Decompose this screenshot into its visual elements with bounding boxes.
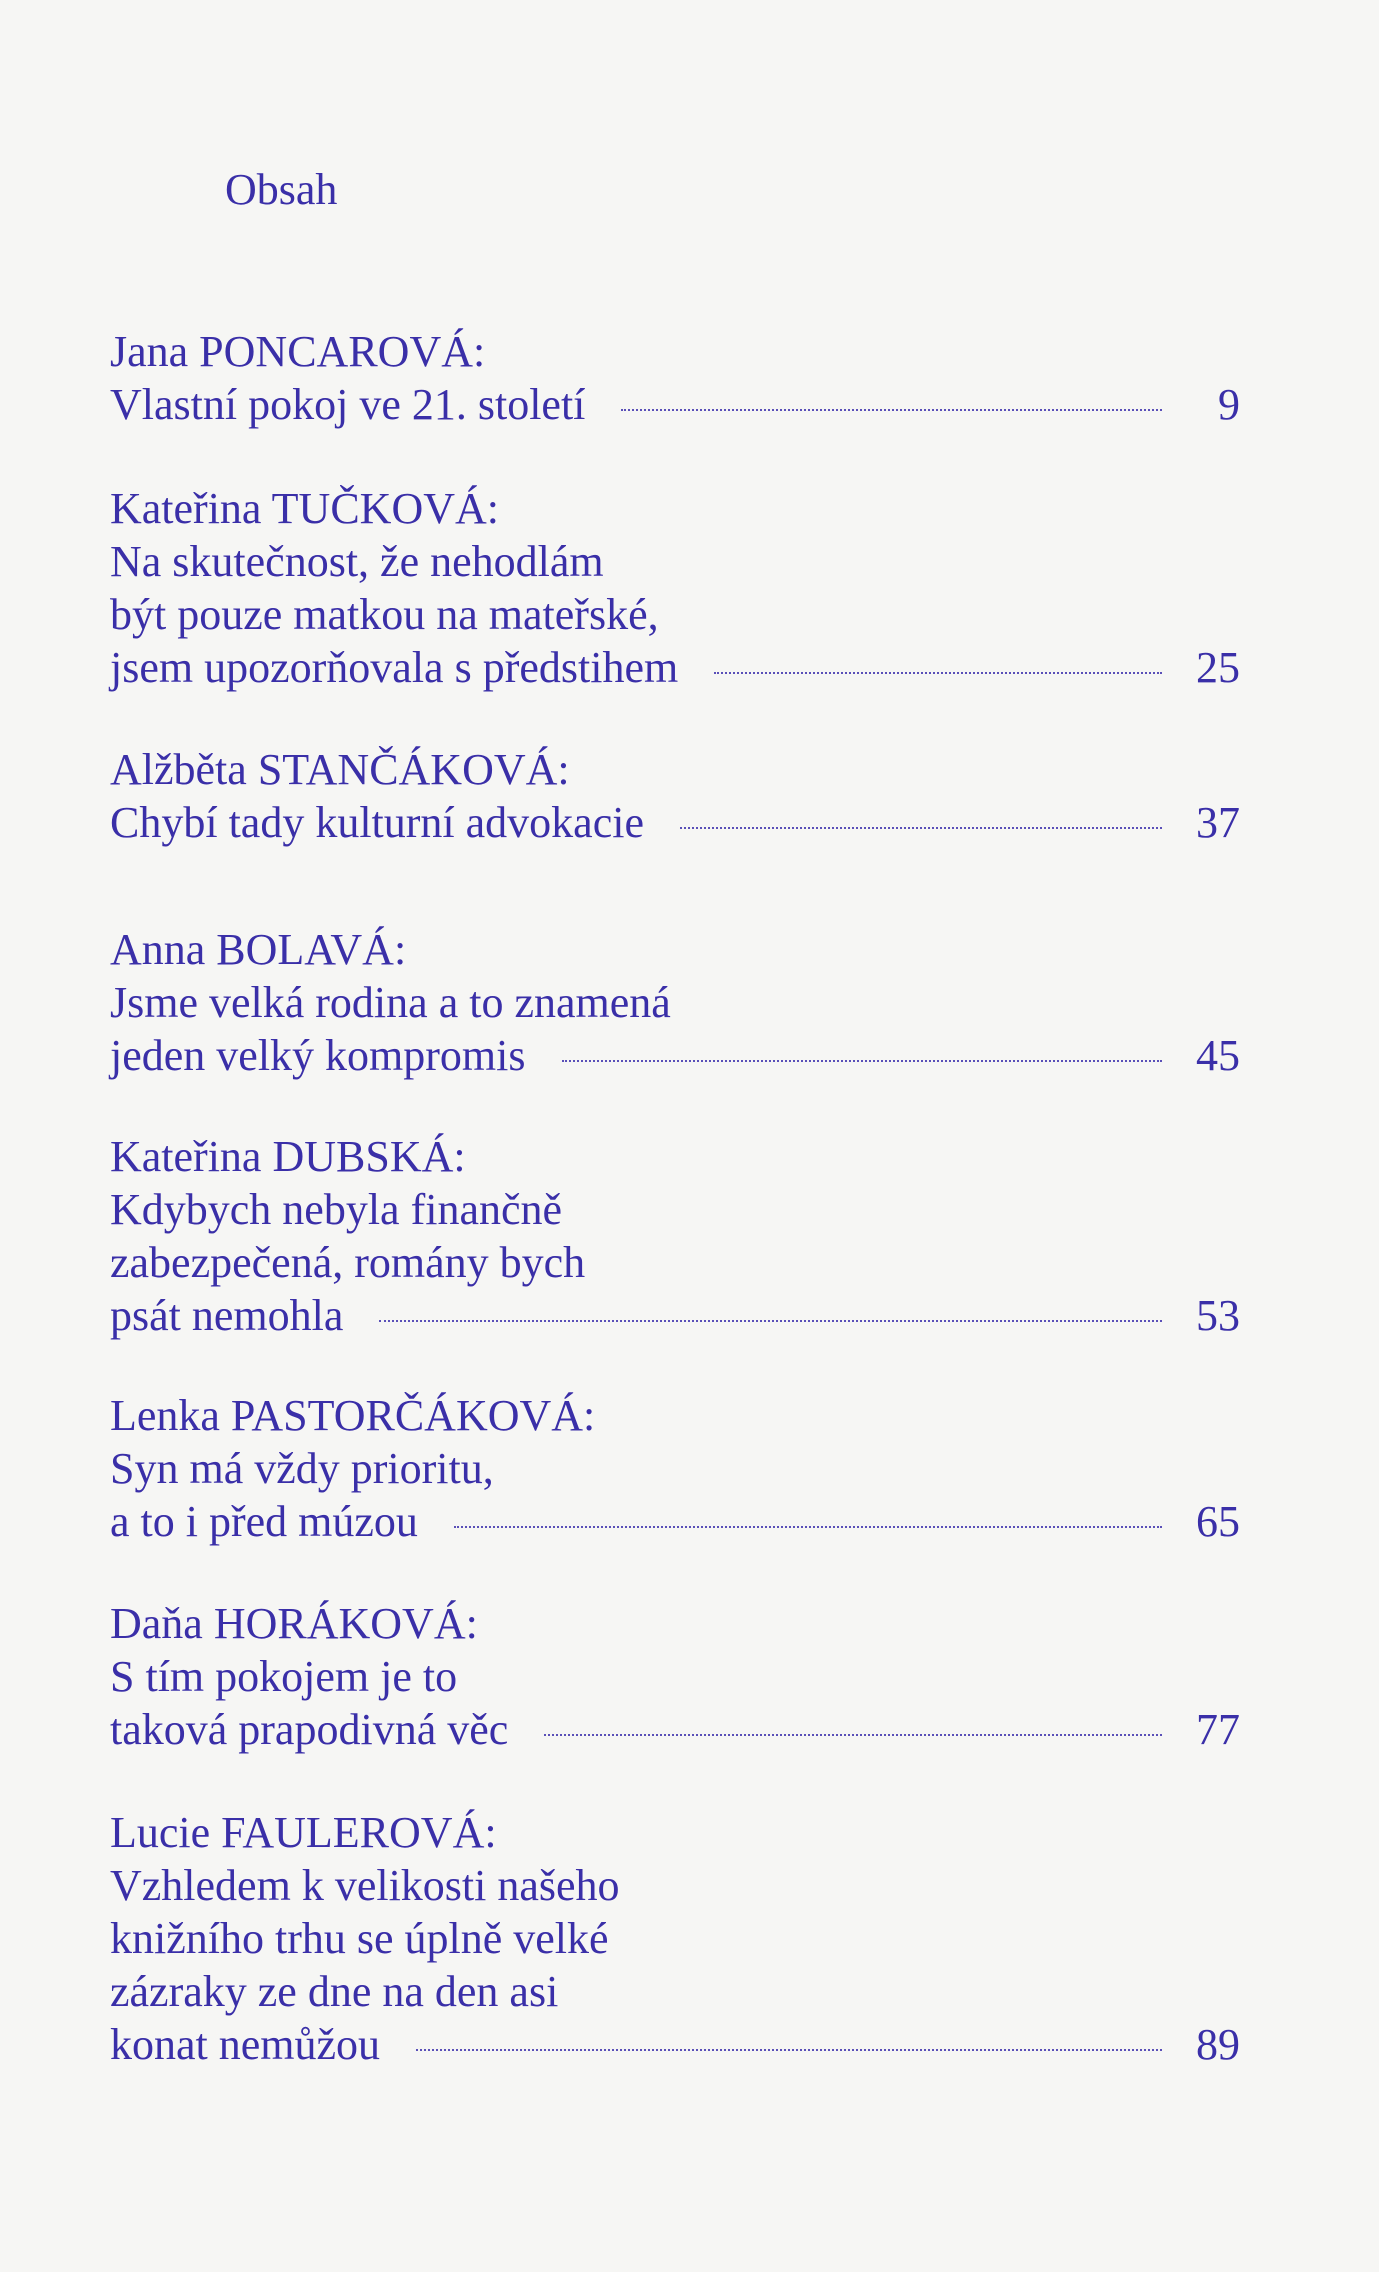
- dot-leader: [416, 2049, 1162, 2051]
- dot-leader: [680, 827, 1162, 829]
- toc-entry-title-text: Jsme velká rodina a to znamená: [110, 978, 671, 1027]
- toc-entry-title-line: [110, 378, 1240, 431]
- toc-entry-title-text: být pouze matkou na mateřské,: [110, 590, 659, 639]
- toc-entry[interactable]: [110, 743, 1240, 849]
- toc-entry-title-text: zázraky ze dne na den asi: [110, 1967, 559, 2016]
- toc-entry-title-line: [110, 535, 1240, 588]
- toc-entry-title-line: [110, 976, 1240, 1029]
- dot-leader: [621, 409, 1162, 411]
- toc-entry-title-text: jsem upozorňovala s předstihem: [110, 643, 679, 692]
- toc-entry-title-text: psát nemohla: [110, 1291, 344, 1340]
- toc-entry-title-line: [110, 1029, 1240, 1082]
- toc-entry-page-number[interactable]: 53: [1196, 1291, 1240, 1340]
- toc-entry-title-text: jeden velký kompromis: [110, 1031, 526, 1080]
- toc-entry-author: Kateřina TUČKOVÁ:: [110, 484, 499, 533]
- toc-entry-title-line: [110, 1289, 1240, 1342]
- toc-entry-author: Kateřina DUBSKÁ:: [110, 1132, 466, 1181]
- toc-entry-title-text: Kdybych nebyla finančně: [110, 1185, 563, 1234]
- toc-entry[interactable]: [110, 325, 1240, 431]
- toc-entry-title-text: zabezpečená, romány bych: [110, 1238, 586, 1287]
- toc-entry[interactable]: [110, 1389, 1240, 1548]
- toc-entry[interactable]: [110, 923, 1240, 1082]
- toc-entry[interactable]: [110, 1597, 1240, 1756]
- toc-entry-title-text: Chybí tady kulturní advokacie: [110, 798, 644, 847]
- toc-entry[interactable]: [110, 1806, 1240, 2071]
- toc-entry-title-line: [110, 1236, 1240, 1289]
- toc-entry-title-line: [110, 2018, 1240, 2071]
- toc-entry-title-text: taková prapodivná věc: [110, 1705, 509, 1754]
- dot-leader: [714, 672, 1162, 674]
- toc-entry-page-number[interactable]: 25: [1196, 643, 1240, 692]
- toc-entry-title-line: [110, 1912, 1240, 1965]
- toc-heading: Obsah: [225, 165, 338, 214]
- toc-entry-author: Lucie FAULEROVÁ:: [110, 1808, 497, 1857]
- dot-leader: [454, 1526, 1162, 1528]
- toc-entry-title-text: S tím pokojem je to: [110, 1652, 458, 1701]
- dot-leader: [562, 1060, 1163, 1062]
- toc-entry-title-text: Vzhledem k velikosti našeho: [110, 1861, 620, 1910]
- toc-entry-author: Alžběta STANČÁKOVÁ:: [110, 745, 570, 794]
- toc-entry-title-line: [110, 1183, 1240, 1236]
- dot-leader: [379, 1320, 1162, 1322]
- toc-entry-page-number[interactable]: 65: [1196, 1497, 1240, 1546]
- toc-entry-author: Daňa HORÁKOVÁ:: [110, 1599, 478, 1648]
- toc-entry-page-number[interactable]: 37: [1196, 798, 1240, 847]
- toc-entry-author: Anna BOLAVÁ:: [110, 925, 407, 974]
- toc-entry-page-number[interactable]: 9: [1218, 380, 1240, 429]
- toc-entry-title-line: [110, 1859, 1240, 1912]
- toc-entry[interactable]: [110, 1130, 1240, 1342]
- toc-entry-title-text: Na skutečnost, že nehodlám: [110, 537, 604, 586]
- dot-leader: [544, 1734, 1162, 1736]
- toc-entry-title-line: [110, 1965, 1240, 2018]
- toc-entry-title-line: [110, 641, 1240, 694]
- toc-entry-title-line: [110, 796, 1240, 849]
- toc-entry-page-number[interactable]: 77: [1196, 1705, 1240, 1754]
- toc-entry-title-text: knižního trhu se úplně velké: [110, 1914, 609, 1963]
- toc-entry-title-text: Syn má vždy prioritu,: [110, 1444, 494, 1493]
- toc-entry-title-text: Vlastní pokoj ve 21. století: [110, 380, 586, 429]
- toc-entry[interactable]: [110, 482, 1240, 694]
- toc-entry-page-number[interactable]: 45: [1196, 1031, 1240, 1080]
- toc-entry-author: Jana PONCAROVÁ:: [110, 327, 486, 376]
- toc-entry-page-number[interactable]: 89: [1196, 2020, 1240, 2069]
- toc-entry-title-text: a to i před múzou: [110, 1497, 418, 1546]
- toc-entry-title-line: [110, 1650, 1240, 1703]
- toc-entry-title-line: [110, 1442, 1240, 1495]
- toc-entry-title-line: [110, 1703, 1240, 1756]
- toc-entry-title-text: konat nemůžou: [110, 2020, 381, 2069]
- toc-entry-title-line: [110, 588, 1240, 641]
- toc-entry-author: Lenka PASTORČÁKOVÁ:: [110, 1391, 596, 1440]
- toc-entry-title-line: [110, 1495, 1240, 1548]
